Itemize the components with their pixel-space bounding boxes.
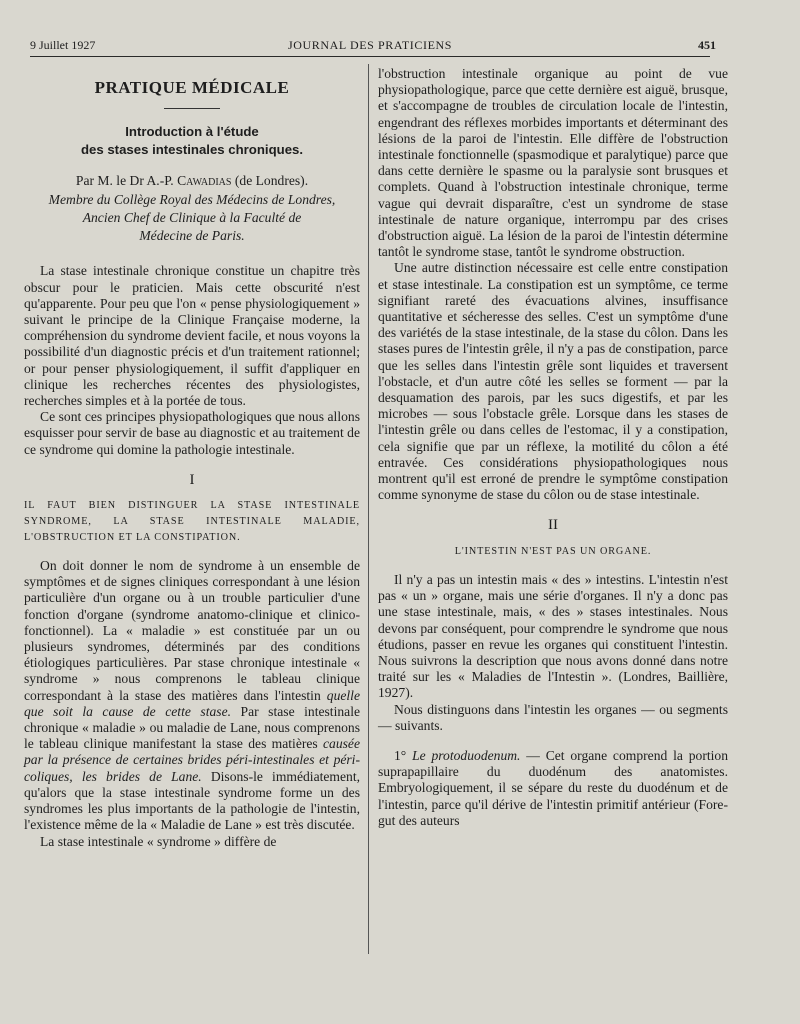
spacer — [378, 734, 728, 748]
affiliation-line-2: Ancien Chef de Clinique à la Faculté de — [82, 210, 302, 226]
term-protoduodenum: Le protoduodenum. — [412, 747, 521, 763]
section-number-2: II — [548, 517, 558, 534]
affiliation-line-3: Médecine de Paris. — [139, 228, 245, 244]
paragraph-constipation: Une autre distinction nécessaire est celle entre constipation et stase intestinale. La constipation est un symptôme, ce terme signifiant rareté des évacuations alvines, insuffisance quantitative et sécheresse des selles. C'est un symptôme d'une des variétés de la stase intestinale, de la stase du côlon. Dans les stases pures de l'intestin grêle, il n'y a pas de constipation, parce que les selles dans l'intestin grêle sont liquides et traversent l'obstacle, et d'un autre côté les selles se forment — par la desquamation des parois, par les sucs digestifs, et par les microbes — sous l'obstacle grêle. Lorsque dans les stases de l'intestin grêle ou dans celles de l'estomac, il y a constipation, cela signifie que par un réflexe, la motilité du côlon a été entravée. Ces considérations physiopathologiques nous montrent qu'il est erroné de prendre le symptôme constipation comme synonyme de stase du côlon ou de stase intestinale. — [378, 260, 728, 503]
byline — [24, 173, 360, 189]
journal-title: JOURNAL DES PRATICIENS — [287, 38, 453, 52]
paragraph-intro: La stase intestinale chronique constitue un chapitre très obscur pour le praticien. Mais cette obscurité n'est qu'apparente. Pour peu que l'on « pense physiologiquement » suivant le principe de la Clinique Française moderne, la compréhension du syndrome devient facile, et nous voyons la possibilité d'un diagnostic précis et d'un traitement rationnel; or pour penser physiologiquement, il suffit d'appliquer en clinique les recherches récentes des physiologistes, recherches simples et à la portée de tous. — [24, 263, 360, 409]
text-run: Disons-le immédiatement, qu'alors que la stase intestinale syndrome forme un des syndromes les plus importants de la pathologie de l'intestin, l'existence même de la « Maladie de Lane » est très discutée. — [24, 768, 361, 833]
paragraph-protoduodenum — [378, 748, 728, 829]
byline-suffix: (de Londres). — [231, 173, 309, 189]
header-date: 9 Juillet 1927 — [30, 38, 96, 52]
page-number: 451 — [698, 38, 716, 52]
left-column — [24, 66, 360, 850]
paragraph-syndrome — [24, 558, 360, 833]
byline-prefix: Par M. le Dr A.-P. — [75, 173, 178, 189]
article-title-line-2: des stases intestinales chroniques. — [80, 142, 304, 158]
article-title-line-1: Introduction à l'étude — [125, 124, 259, 140]
author-affiliation — [24, 191, 360, 245]
section-title: PRATIQUE MÉDICALE — [94, 78, 290, 97]
italic-run: quelle que soit la cause de cette stase. — [24, 687, 360, 719]
paragraph-intestines: Il n'y a pas un intestin mais « des » intestins. L'intestin n'est pas « un » organe, mais une série d'organes. Il n'y a donc pas une stase intestinale, mais, « des » stases intestinales. Nous devons par conséquent, pour comprendre le syndrome que nous étudions, passer en revue les organes qui constituent l'intestin. Nous suivrons la description que nous avons donné dans notre traité sur les « Maladies de l'Intestin ». (Londres, Baillière, 1927). — [378, 571, 728, 701]
paragraph-obstruction: l'obstruction intestinale organique au point de vue physiopathologique, parce que cette dernière est aiguë, brusque, et s'accompagne de troubles de circulation locale de l'intestin, engendrant des réflexes morbides importants et déterminant des lésions de la paroi de l'intestin. Elle diffère de l'obstruction intestinale fonctionnelle (spasmodique et paralytique) parce que dans cette dernière le spasme ou la paralysie sont brusques et complets. Quand à l'obstruction intestinale chronique, terme vague qui devrait disparaître, c'est un syndrome de stase intestinale de nature organique, interrompu par des crises d'obstruction aiguë. La lésion de la paroi de l'intestin détermine tantôt le syndrome stase, tantôt le syndrome obstruction. — [378, 66, 728, 260]
article-title — [24, 123, 360, 159]
author-name: Cawadias — [177, 173, 232, 189]
list-number: 1° — [394, 747, 413, 763]
page-header — [30, 36, 716, 57]
column-divider — [368, 64, 369, 954]
subheading-1: IL FAUT BIEN DISTINGUER LA STASE INTESTINALE SYNDROME, LA STASE INTESTINALE MALADIE, L'OBSTRUCTION ET LA CONSTIPATION. — [24, 500, 360, 544]
paragraph-principles: Ce sont ces principes physiopathologiques que nous allons esquisser pour servir de base au diagnostic et au traitement de ce syndrome qui domine la pathologie intestinale. — [24, 409, 360, 457]
paragraph-difference-start: La stase intestinale « syndrome » diffère de — [40, 833, 277, 849]
right-column — [378, 66, 728, 829]
text-run: Par stase intestinale chronique « maladie » ou maladie de Lane, nous comprenons le tableau clinique manifestant la stase des matières — [24, 703, 360, 752]
affiliation-line-1: Membre du Collège Royal des Médecins de Londres, — [48, 192, 336, 208]
italic-run: causée par la présence de certaines brides péri-intestinales et péri-coliques, les brides de Lane. — [24, 736, 360, 784]
paragraph-segments: Nous distinguons dans l'intestin les organes — ou segments — suivants. — [378, 701, 728, 733]
subheading-2: L'INTESTIN N'EST PAS UN ORGANE. — [454, 545, 652, 557]
title-rule — [164, 108, 220, 109]
text-run: — Cet organe comprend la portion suprapapillaire du duodénum des anatomistes. Embryologiquement, il se sépare du reste du duodénum et de l'intestin, parce qu'il dérive de l'intestin primitif antérieur (Fore-gut des auteurs — [378, 747, 728, 828]
section-number-1: I — [189, 471, 195, 488]
text-run: On doit donner le nom de syndrome à un ensemble de symptômes et de signes cliniques correspondant à une lésion particulière d'un organe ou à un trouble particulier d'une fonction d'organe (syndrome anatomo-clinique et clinico-fonctionnel). La « maladie » est constituée par un ou plusieurs syndromes, déterminés par des conditions étiologiques particulières. Par stase chronique intestinale « syndrome » nous comprenons le tableau clinique correspondant à la stase des matières dans l'intestin — [24, 558, 360, 703]
